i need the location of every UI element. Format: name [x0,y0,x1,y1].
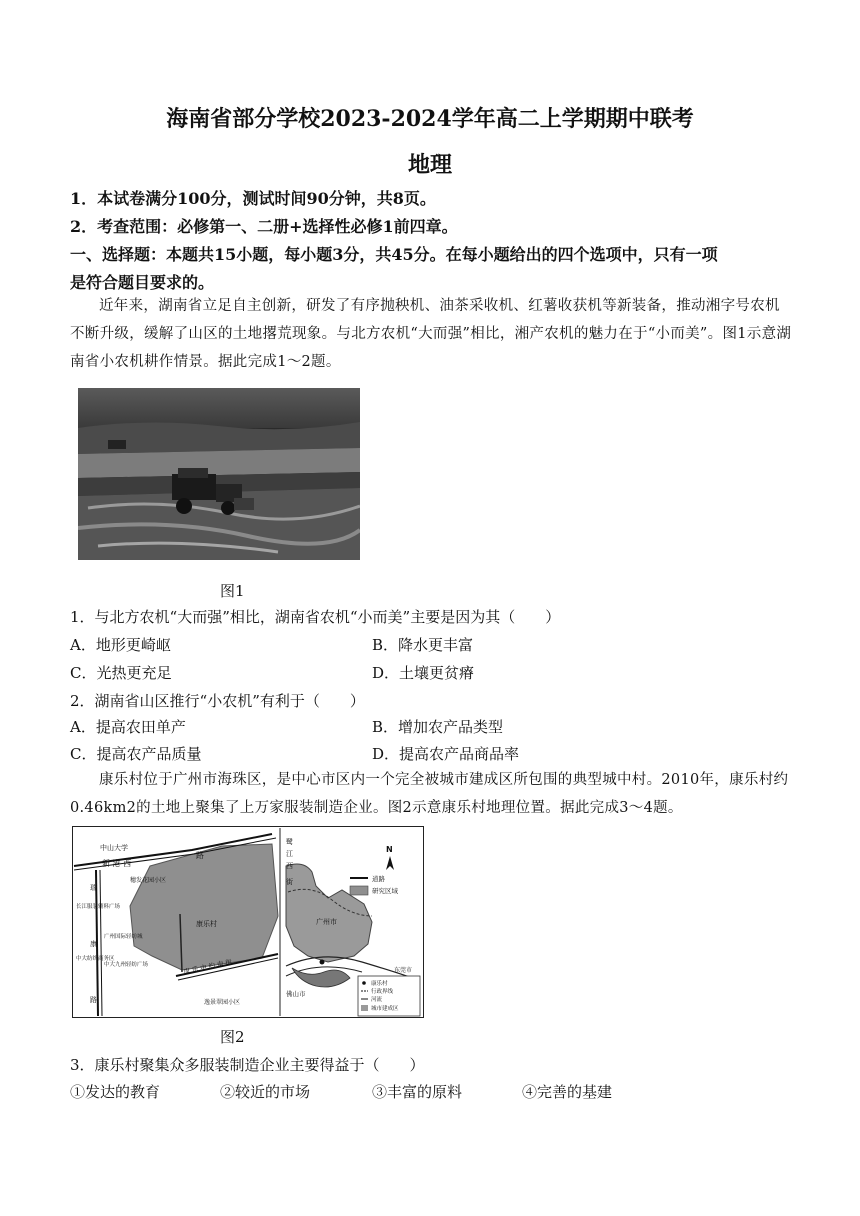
section-heading-line2: 是符合题目要求的。 [70,273,215,292]
figure-2-caption: 图2 [220,1028,245,1046]
question-3-option-3: ③丰富的原料 [372,1083,463,1101]
legend-study-area: 研究区域 [372,887,398,895]
question-3-option-4: ④完善的基建 [522,1083,613,1101]
label-xi: 西 [286,862,293,870]
exam-title: 海南省部分学校2023-2024学年高二上学期期中联考 [166,106,694,132]
label-kangle-zhongyue: 康 乐 中 约 南 街 [182,957,233,976]
kangle-village-map [72,826,424,1018]
label-guangzhou-city: 广州市 [316,918,337,926]
north-arrow-label: N [386,845,393,854]
label-ruikang: 瑞 [90,884,97,892]
instruction-2: 2．考查范围：必修第一、二册+选择性必修1前四章。 [70,217,458,236]
question-3-option-2: ②较近的市场 [220,1083,311,1101]
passage-1: 近年来，湖南省立足自主创新，研发了有序抛秧机、油茶采收机、红薯收获机等新装备，推动湘字号农机不断升级，缓解了山区的土地撂荒现象。与北方农机“大而强”相比，湘产农机的魅力在于“小而美”。图1示意湖南省小农机耕作情景。据此完成1～2题。 [70,298,792,370]
label-kang: 康 [90,940,97,948]
label-suifa: 穗发花园小区 [130,877,167,884]
legend2-boundary: 行政界线 [371,989,394,995]
label-xingang-xi: 新 港 西 [102,859,132,868]
question-2-option-b: B．增加农产品类型 [372,718,504,736]
legend2-village: 康乐村 [371,981,388,987]
section-heading-line1: 一、选择题：本题共15小题，每小题3分，共45分。在每小题给出的四个选项中，只有一项 [70,245,718,264]
label-yijing: 逸景翠园小区 [204,999,241,1006]
subject-title: 地理 [407,152,452,178]
label-lu-top: 路 [196,851,204,860]
legend2-built-area: 城市建成区 [371,1006,399,1012]
legend2-river: 河流 [371,997,383,1003]
label-changjiang: 长江服装辅料广场 [76,904,121,910]
question-1-option-c: C．光热更充足 [70,664,172,682]
question-1-option-d: D．土壤更贫瘠 [372,664,475,682]
instruction-1: 1．本试卷满分100分，测试时间90分钟，共8页。 [70,189,436,208]
label-zhongshan-univ: 中山大学 [100,844,128,852]
question-3-stem: 3．康乐村聚集众多服装制造企业主要得益于（ ） [70,1056,425,1074]
label-lujiang: 鹭 [286,838,293,846]
question-2-option-d: D．提高农产品商品率 [372,745,520,763]
legend-road: 道路 [372,875,385,883]
question-3-option-1: ①发达的教育 [70,1083,161,1101]
question-2-stem: 2．湖南省山区推行“小农机”有利于（ ） [70,692,365,710]
question-2-option-a: A．提高农田单产 [70,718,186,736]
question-1-stem: 1．与北方农机“大而强”相比，湖南省农机“小而美”主要是因为其（ ） [70,608,561,626]
label-lu-left: 路 [90,996,97,1004]
figure-1-caption: 图1 [220,582,245,600]
question-1-option-a: A．地形更崎岖 [70,636,171,654]
label-kangle-cun: 康乐村 [196,920,217,928]
label-guangzhou-intl: 广州国际轻纺城 [104,934,143,940]
label-jiang: 江 [286,850,293,858]
label-jie: 街 [286,878,293,886]
passage-2: 康乐村位于广州市海珠区，是中心市区内一个完全被城市建成区所包围的典型城中村。2010年，康乐村约0.46km2的土地上聚集了上万家服装制造企业。图2示意康乐村地理位置。据此完成3～4题。 [70,772,789,816]
label-dongguan-city: 东莞市 [394,967,413,974]
question-1-option-b: B．降水更丰富 [372,636,474,654]
label-zhongda-jiuzhou: 中大九州轻纺广场 [104,962,149,968]
farm-machine-photo [78,388,360,560]
label-zhongda-fangzhi: 中大纺织商务区 [76,956,115,962]
question-2-option-c: C．提高农产品质量 [70,745,202,763]
label-foshan-city: 佛山市 [286,990,306,998]
